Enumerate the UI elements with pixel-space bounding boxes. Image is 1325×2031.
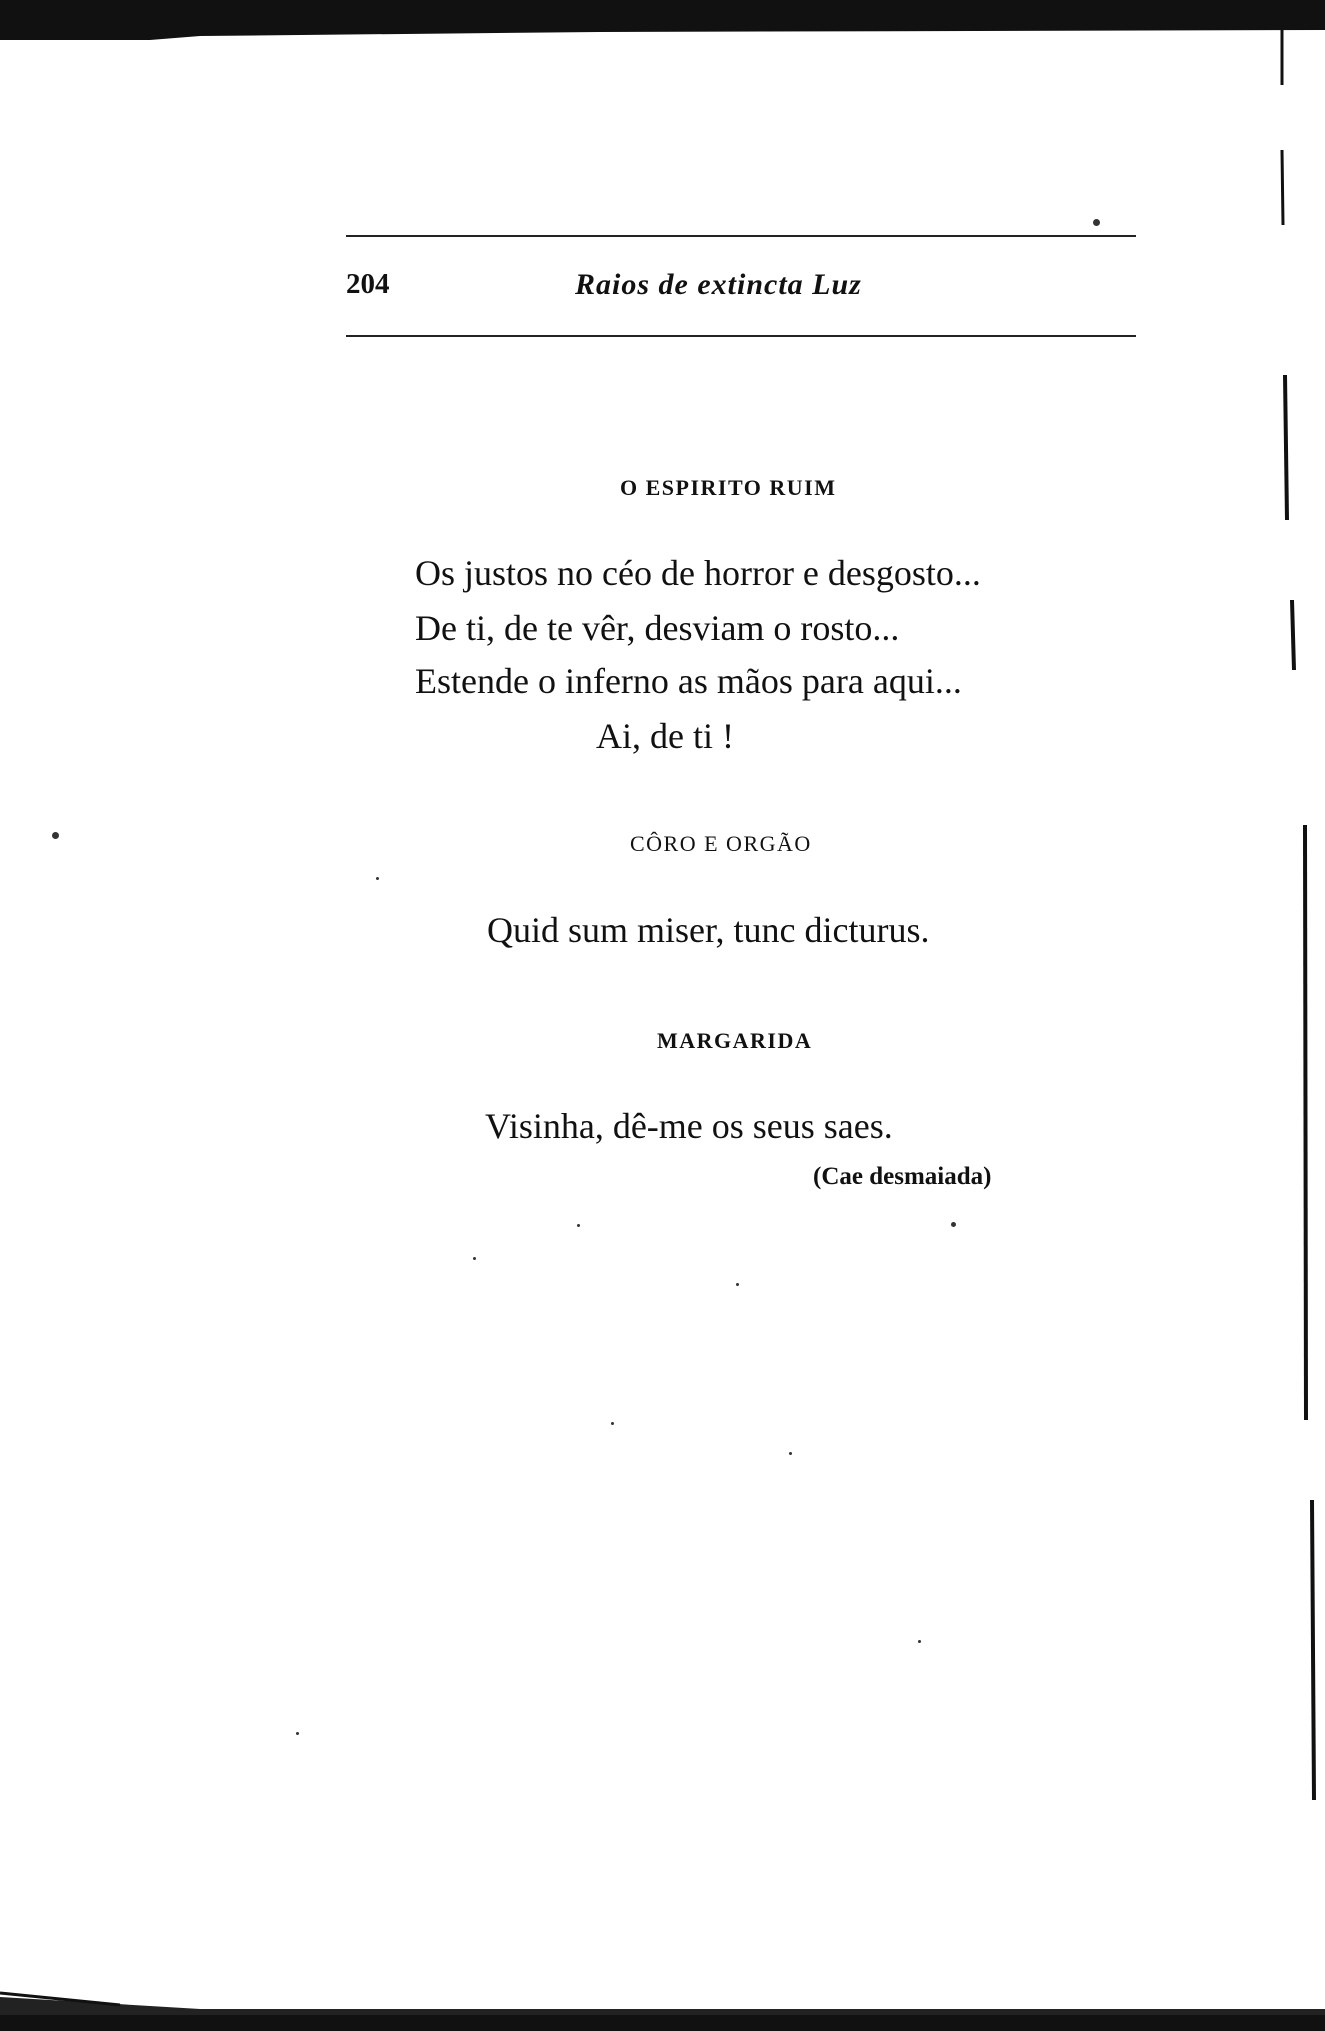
speaker-coro-e-orgao: CÔRO E ORGÃO <box>630 831 812 856</box>
scan-right-edge <box>1270 0 1325 2031</box>
running-title: Raios de extincta Luz <box>575 268 862 301</box>
speaker-margarida: MARGARIDA <box>657 1028 813 1053</box>
scan-speck <box>918 1640 921 1643</box>
scan-speck <box>951 1222 956 1227</box>
verse-line: Os justos no céo de horror e desgosto... <box>415 553 981 593</box>
speaker-espirito-ruim: O ESPIRITO RUIM <box>620 475 837 500</box>
scan-speck <box>473 1257 476 1260</box>
scan-speck <box>611 1422 614 1425</box>
verse-line: Ai, de ti ! <box>596 716 734 756</box>
scan-speck <box>296 1732 299 1735</box>
scan-speck <box>1093 219 1100 226</box>
scan-speck <box>376 877 379 880</box>
stage-direction: (Cae desmaiada) <box>813 1163 992 1190</box>
header-rule-top <box>346 235 1136 237</box>
verse-line: Quid sum miser, tunc dicturus. <box>487 910 930 950</box>
scan-speck <box>52 832 59 839</box>
scan-top-border <box>0 0 1325 40</box>
scan-speck <box>577 1224 580 1227</box>
header-rule-bottom <box>346 335 1136 337</box>
verse-line: Visinha, dê-me os seus saes. <box>485 1106 893 1146</box>
scan-bottom-border <box>0 1985 1325 2031</box>
verse-line: Estende o inferno as mãos para aqui... <box>415 661 962 701</box>
verse-line: De ti, de te vêr, desviam o rosto... <box>415 608 900 648</box>
scan-speck <box>789 1452 792 1455</box>
scan-speck <box>736 1283 739 1286</box>
page-number: 204 <box>346 268 390 300</box>
